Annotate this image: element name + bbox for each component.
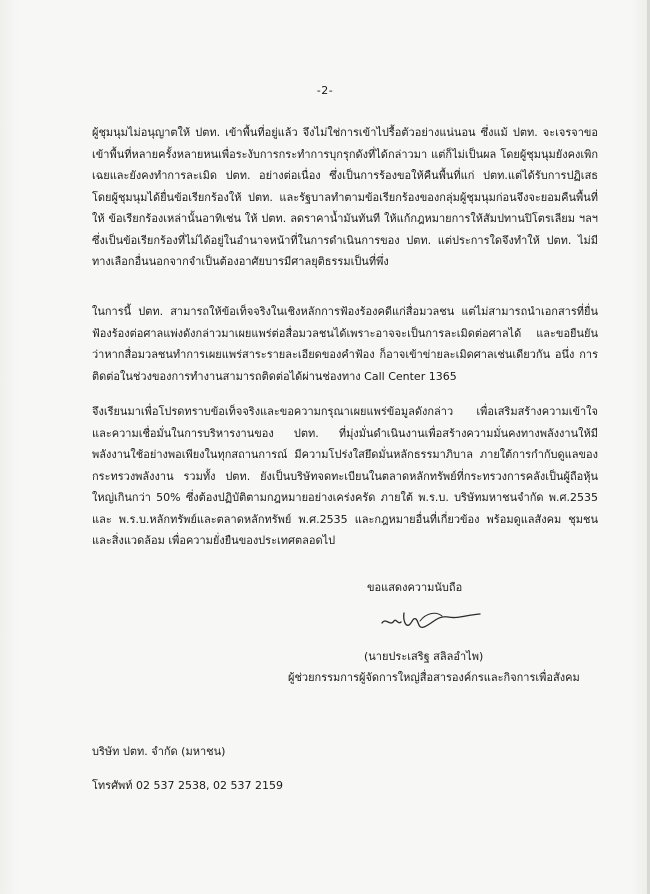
signer-title: ผู้ช่วยกรรมการผู้จัดการใหญ่สื่อสารองค์กรและกิจการเพื่อสังคม [288,671,580,684]
closing-salutation: ขอแสดงความนับถือ [367,581,463,594]
paragraph-1: ผู้ชุมนุมไม่อนุญาตให้ ปตท. เข้าพื้นที่อยู่แล้ว จึงไม่ใช่การเข้าไปรื้อตัวอย่างแน่นอน ซึ่งแม้ ปตท. จะเจรจาขอเข้าพื้นที่หลายครั้งหลายหนเพื่อระงับการกระทำการบุกรุกดังที่ได้กล่าวมา แต่ก็ไม่เป็นผล โดยผู้ชุมนุมยังคงเพิกเฉยและยังคงทำการละเมิด ปตท. อย่างต่อเนื่อง ซึ่งเป็นการร้องขอให้คืนพื้นที่แก่ ปตท.แต่ได้รับการปฏิเสธ โดยผู้ชุมนุมได้ยื่นข้อเรียกร้องให้ ปตท. และรัฐบาลทำตามข้อเรียกร้องของกลุ่มผู้ชุมนุมก่อนจึงจะยอมคืนพื้นที่ให้ ข้อเรียกร้องเหล่านั้นอาทิเช่น ให้ ปตท. ลดราคาน้ำมันทันที ให้แก้กฎหมายการให้สัมปทานปิโตรเลียม ฯลฯ ซึ่งเป็นข้อเรียกร้องที่ไม่ได้อยู่ในอำนาจหน้าที่ในการดำเนินการของ ปตท. แต่ประการใดจึงทำให้ ปตท. ไม่มีทางเลือกอื่นนอกจากจำเป็นต้องอาศัยบารมีศาลยุติธรรมเป็นที่พึ่ง [92,126,598,268]
paragraph-3: จึงเรียนมาเพื่อโปรดทราบข้อเท็จจริงและขอความกรุณาเผยแพร่ข้อมูลดังกล่าว เพื่อเสริมสร้างความเข้าใจและความเชื่อมั่นในการบริหารงานของ ปตท. ที่มุ่งมั่นดำเนินงานเพื่อสร้างความมั่นคงทางพลังงานให้มีพลังงานใช้อย่างพอเพียงในทุกสถานการณ์ มีความโปร่งใสยึดมั่นหลักธรรมาภิบาล ภายใต้การกำกับดูแลของกระทรวงพลังงาน รวมทั้ง ปตท. ยังเป็นบริษัทจดทะเบียนในตลาดหลักทรัพย์ที่กระทรวงการคลังเป็นผู้ถือหุ้นใหญ่เกินกว่า 50% ซึ่งต้องปฏิบัติตามกฎหมายอย่างเคร่งครัด ภายใต้ พ.ร.บ. บริษัทมหาชนจำกัด พ.ศ.2535 และ พ.ร.บ.หลักทรัพย์และตลาดหลักทรัพย์ พ.ศ.2535 และกฎหมายอื่นที่เกี่ยวข้อง พร้อมดูแลสังคม ชุมชน และสิ่งแวดล้อม เพื่อความยั่งยืนของประเทศตลอดไป [92,405,598,547]
page-number: -2- [316,84,334,97]
signer-name: (นายประเสริฐ สลิลอำไพ) [364,650,484,663]
company-name: บริษัท ปตท. จำกัด (มหาชน) [92,745,226,758]
handwritten-signature [376,603,486,637]
paragraph-2: ในการนี้ ปตท. สามารถให้ข้อเท็จจริงในเชิงหลักการฟ้องร้องคดีแก่สื่อมวลชน แต่ไม่สามารถนำเอกสารที่ยื่นฟ้องร้องต่อศาลแพ่งดังกล่าวมาเผยแพร่ต่อสื่อมวลชนได้เพราะอาจจะเป็นการละเมิดต่อศาลได้ และขอยืนยันว่าหากสื่อมวลชนทำการเผยแพร่สาระรายละเอียดของคำฟ้อง ก็อาจเข้าข่ายละเมิดศาลเช่นเดียวกัน อนึ่ง การติดต่อในช่วงของการทำงานสามารถติดต่อได้ผ่านช่องทาง Call Center 1365 [92,305,598,383]
phone-numbers: โทรศัพท์ 02 537 2538, 02 537 2159 [92,779,284,792]
